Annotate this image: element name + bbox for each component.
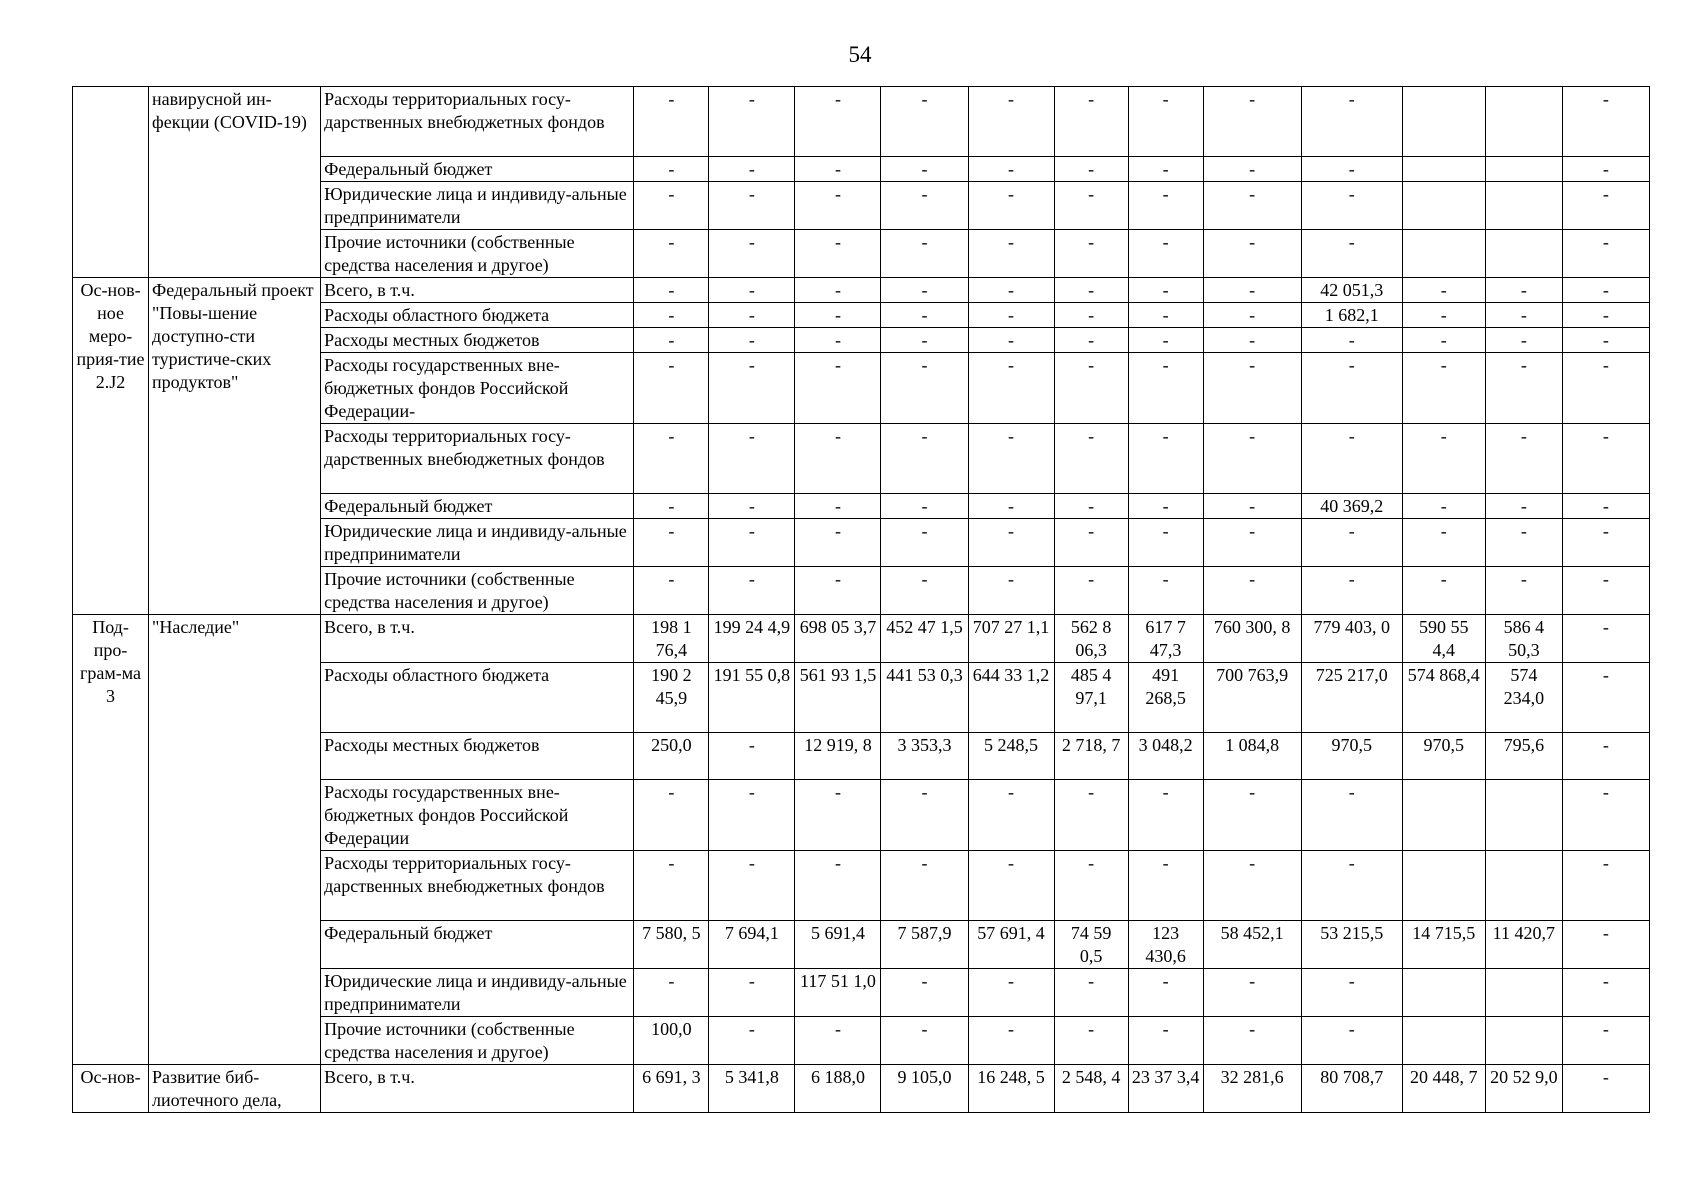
- table-row: [73, 278, 1650, 303]
- value-cell: 590 55 4,4: [1402, 615, 1485, 663]
- value-cell: [1402, 230, 1485, 278]
- value-cell: 779 403, 0: [1301, 615, 1402, 663]
- value-cell: -: [1128, 230, 1203, 278]
- value-cell: -: [1562, 1065, 1649, 1113]
- funding-source-cell: Прочие источники (собственные средства населения и другое): [321, 1017, 634, 1065]
- value-cell: -: [1301, 328, 1402, 353]
- funding-source-cell: Расходы областного бюджета: [321, 663, 634, 733]
- value-cell: -: [1485, 353, 1562, 424]
- value-cell: -: [634, 182, 709, 230]
- value-cell: [1402, 780, 1485, 851]
- funding-source-cell: Расходы территориальных госу-дарственных внебюджетных фондов: [321, 851, 634, 921]
- value-cell: -: [881, 567, 968, 615]
- value-cell: 1 682,1: [1301, 303, 1402, 328]
- value-cell: 198 1 76,4: [634, 615, 709, 663]
- value-cell: -: [881, 519, 968, 567]
- value-cell: 80 708,7: [1301, 1065, 1402, 1113]
- value-cell: 7 580, 5: [634, 921, 709, 969]
- value-cell: -: [1128, 87, 1203, 157]
- value-cell: -: [1054, 424, 1128, 494]
- value-cell: -: [634, 969, 709, 1017]
- funding-source-cell: Юридические лица и индивиду-альные предприниматели: [321, 182, 634, 230]
- value-cell: -: [795, 567, 881, 615]
- value-cell: -: [881, 780, 968, 851]
- value-cell: 5 341,8: [709, 1065, 795, 1113]
- value-cell: -: [1128, 303, 1203, 328]
- value-cell: 760 300, 8: [1203, 615, 1301, 663]
- value-cell: -: [1054, 157, 1128, 182]
- value-cell: -: [795, 519, 881, 567]
- value-cell: -: [1301, 230, 1402, 278]
- value-cell: -: [1562, 519, 1649, 567]
- value-cell: 20 448, 7: [1402, 1065, 1485, 1113]
- value-cell: -: [709, 424, 795, 494]
- value-cell: 2 548, 4: [1054, 1065, 1128, 1113]
- value-cell: -: [1301, 424, 1402, 494]
- value-cell: -: [795, 87, 881, 157]
- value-cell: -: [1562, 87, 1649, 157]
- funding-source-cell: Расходы государственных вне-бюджетных фондов Российской Федерации-: [321, 353, 634, 424]
- value-cell: -: [1203, 353, 1301, 424]
- value-cell: -: [1301, 1017, 1402, 1065]
- value-cell: -: [968, 278, 1054, 303]
- value-cell: [1485, 969, 1562, 1017]
- value-cell: -: [1562, 567, 1649, 615]
- value-cell: [1402, 87, 1485, 157]
- value-cell: -: [1203, 851, 1301, 921]
- funding-source-cell: Юридические лица и индивиду-альные предприниматели: [321, 519, 634, 567]
- value-cell: -: [881, 328, 968, 353]
- value-cell: -: [634, 230, 709, 278]
- value-cell: -: [634, 780, 709, 851]
- value-cell: -: [634, 328, 709, 353]
- value-cell: 40 369,2: [1301, 494, 1402, 519]
- value-cell: -: [1485, 567, 1562, 615]
- value-cell: -: [634, 424, 709, 494]
- funding-source-cell: Всего, в т.ч.: [321, 278, 634, 303]
- value-cell: 250,0: [634, 733, 709, 780]
- value-cell: -: [795, 851, 881, 921]
- value-cell: -: [1562, 328, 1649, 353]
- value-cell: -: [1203, 328, 1301, 353]
- value-cell: 1 084,8: [1203, 733, 1301, 780]
- value-cell: 5 691,4: [795, 921, 881, 969]
- value-cell: -: [634, 851, 709, 921]
- value-cell: -: [1054, 969, 1128, 1017]
- value-cell: [1402, 969, 1485, 1017]
- value-cell: 7 694,1: [709, 921, 795, 969]
- table-body: [73, 87, 1650, 1113]
- value-cell: -: [968, 230, 1054, 278]
- value-cell: -: [881, 157, 968, 182]
- value-cell: -: [709, 353, 795, 424]
- value-cell: -: [1562, 353, 1649, 424]
- value-cell: -: [795, 424, 881, 494]
- section-name-cell: Развитие биб-лиотечного дела,: [149, 1065, 321, 1113]
- value-cell: -: [1203, 87, 1301, 157]
- value-cell: 707 27 1,1: [968, 615, 1054, 663]
- value-cell: -: [1054, 1017, 1128, 1065]
- value-cell: 100,0: [634, 1017, 709, 1065]
- value-cell: -: [1054, 851, 1128, 921]
- value-cell: -: [881, 1017, 968, 1065]
- value-cell: -: [1402, 424, 1485, 494]
- value-cell: -: [1485, 278, 1562, 303]
- section-code-cell: Ос-нов-: [73, 1065, 149, 1113]
- funding-source-cell: Всего, в т.ч.: [321, 615, 634, 663]
- value-cell: 190 2 45,9: [634, 663, 709, 733]
- value-cell: -: [1301, 969, 1402, 1017]
- value-cell: -: [795, 1017, 881, 1065]
- value-cell: [1485, 157, 1562, 182]
- value-cell: -: [881, 424, 968, 494]
- value-cell: 485 4 97,1: [1054, 663, 1128, 733]
- value-cell: -: [1402, 494, 1485, 519]
- value-cell: 12 919, 8: [795, 733, 881, 780]
- value-cell: -: [1054, 494, 1128, 519]
- value-cell: -: [1301, 353, 1402, 424]
- value-cell: 795,6: [1485, 733, 1562, 780]
- value-cell: -: [968, 780, 1054, 851]
- value-cell: 42 051,3: [1301, 278, 1402, 303]
- value-cell: 199 24 4,9: [709, 615, 795, 663]
- funding-source-cell: Всего, в т.ч.: [321, 1065, 634, 1113]
- value-cell: -: [881, 969, 968, 1017]
- value-cell: -: [795, 278, 881, 303]
- section-code-cell: Под-про-грам-ма 3: [73, 615, 149, 1065]
- value-cell: -: [1054, 567, 1128, 615]
- value-cell: 644 33 1,2: [968, 663, 1054, 733]
- value-cell: [1485, 780, 1562, 851]
- value-cell: -: [1562, 663, 1649, 733]
- value-cell: 574 234,0: [1485, 663, 1562, 733]
- funding-source-cell: Расходы государственных вне-бюджетных фондов Российской Федерации: [321, 780, 634, 851]
- value-cell: -: [795, 494, 881, 519]
- value-cell: -: [1562, 969, 1649, 1017]
- value-cell: -: [1301, 567, 1402, 615]
- value-cell: 53 215,5: [1301, 921, 1402, 969]
- value-cell: -: [968, 851, 1054, 921]
- section-name-cell: Федеральный проект "Повы-шение доступно-сти туристиче-ских продуктов": [149, 278, 321, 615]
- value-cell: 9 105,0: [881, 1065, 968, 1113]
- funding-source-cell: Федеральный бюджет: [321, 921, 634, 969]
- value-cell: -: [709, 1017, 795, 1065]
- value-cell: [1402, 182, 1485, 230]
- value-cell: -: [1054, 303, 1128, 328]
- value-cell: -: [634, 303, 709, 328]
- table-row: [73, 87, 1650, 157]
- value-cell: 574 868,4: [1402, 663, 1485, 733]
- value-cell: -: [1054, 519, 1128, 567]
- value-cell: -: [634, 567, 709, 615]
- value-cell: -: [1128, 157, 1203, 182]
- value-cell: -: [1128, 1017, 1203, 1065]
- value-cell: -: [1562, 278, 1649, 303]
- value-cell: -: [1301, 519, 1402, 567]
- value-cell: 441 53 0,3: [881, 663, 968, 733]
- value-cell: -: [1203, 424, 1301, 494]
- value-cell: 3 048,2: [1128, 733, 1203, 780]
- funding-source-cell: Расходы территориальных госу-дарственных внебюджетных фондов: [321, 424, 634, 494]
- value-cell: -: [881, 851, 968, 921]
- value-cell: -: [709, 780, 795, 851]
- value-cell: [1485, 851, 1562, 921]
- value-cell: [1485, 87, 1562, 157]
- value-cell: -: [881, 303, 968, 328]
- value-cell: 586 4 50,3: [1485, 615, 1562, 663]
- value-cell: [1485, 230, 1562, 278]
- value-cell: 7 587,9: [881, 921, 968, 969]
- value-cell: -: [1562, 230, 1649, 278]
- value-cell: -: [634, 519, 709, 567]
- value-cell: -: [1562, 921, 1649, 969]
- value-cell: -: [1203, 780, 1301, 851]
- value-cell: -: [1485, 424, 1562, 494]
- value-cell: 6 188,0: [795, 1065, 881, 1113]
- value-cell: -: [709, 182, 795, 230]
- value-cell: -: [968, 494, 1054, 519]
- value-cell: -: [634, 157, 709, 182]
- value-cell: -: [709, 328, 795, 353]
- value-cell: 117 51 1,0: [795, 969, 881, 1017]
- value-cell: -: [1485, 494, 1562, 519]
- value-cell: -: [709, 851, 795, 921]
- value-cell: -: [1301, 182, 1402, 230]
- value-cell: 6 691, 3: [634, 1065, 709, 1113]
- value-cell: -: [634, 494, 709, 519]
- value-cell: 23 37 3,4: [1128, 1065, 1203, 1113]
- value-cell: -: [709, 303, 795, 328]
- value-cell: -: [1562, 182, 1649, 230]
- table-row: [73, 1065, 1650, 1113]
- value-cell: -: [968, 424, 1054, 494]
- value-cell: -: [709, 278, 795, 303]
- value-cell: -: [1203, 567, 1301, 615]
- value-cell: -: [881, 182, 968, 230]
- value-cell: -: [795, 182, 881, 230]
- value-cell: -: [1562, 851, 1649, 921]
- value-cell: -: [1054, 230, 1128, 278]
- value-cell: 14 715,5: [1402, 921, 1485, 969]
- value-cell: -: [709, 969, 795, 1017]
- value-cell: -: [1485, 303, 1562, 328]
- value-cell: -: [1562, 1017, 1649, 1065]
- value-cell: -: [1054, 353, 1128, 424]
- value-cell: [1485, 1017, 1562, 1065]
- value-cell: -: [795, 303, 881, 328]
- value-cell: -: [1301, 851, 1402, 921]
- value-cell: -: [1128, 851, 1203, 921]
- value-cell: -: [709, 733, 795, 780]
- value-cell: -: [1485, 519, 1562, 567]
- value-cell: -: [1203, 278, 1301, 303]
- financing-table: [72, 86, 1650, 1113]
- value-cell: 2 718, 7: [1054, 733, 1128, 780]
- value-cell: -: [1562, 157, 1649, 182]
- value-cell: -: [1562, 494, 1649, 519]
- value-cell: -: [1128, 424, 1203, 494]
- value-cell: -: [1203, 230, 1301, 278]
- value-cell: 58 452,1: [1203, 921, 1301, 969]
- value-cell: -: [634, 353, 709, 424]
- value-cell: -: [1203, 1017, 1301, 1065]
- value-cell: [1402, 1017, 1485, 1065]
- funding-source-cell: Федеральный бюджет: [321, 157, 634, 182]
- value-cell: -: [1203, 157, 1301, 182]
- value-cell: -: [1301, 780, 1402, 851]
- value-cell: -: [1562, 733, 1649, 780]
- value-cell: 452 47 1,5: [881, 615, 968, 663]
- value-cell: -: [1402, 328, 1485, 353]
- value-cell: -: [881, 278, 968, 303]
- funding-source-cell: Расходы местных бюджетов: [321, 733, 634, 780]
- value-cell: -: [1128, 353, 1203, 424]
- value-cell: -: [1562, 780, 1649, 851]
- value-cell: -: [968, 969, 1054, 1017]
- value-cell: 617 7 47,3: [1128, 615, 1203, 663]
- value-cell: -: [1128, 494, 1203, 519]
- value-cell: -: [1562, 424, 1649, 494]
- page-number: 54: [848, 42, 872, 67]
- value-cell: -: [968, 519, 1054, 567]
- funding-source-cell: Расходы местных бюджетов: [321, 328, 634, 353]
- value-cell: 57 691, 4: [968, 921, 1054, 969]
- value-cell: -: [968, 1017, 1054, 1065]
- value-cell: -: [1203, 969, 1301, 1017]
- value-cell: 5 248,5: [968, 733, 1054, 780]
- table-row: [73, 615, 1650, 663]
- value-cell: -: [968, 182, 1054, 230]
- value-cell: [1485, 182, 1562, 230]
- value-cell: -: [1203, 494, 1301, 519]
- value-cell: -: [1128, 780, 1203, 851]
- value-cell: -: [1485, 328, 1562, 353]
- value-cell: 970,5: [1301, 733, 1402, 780]
- value-cell: -: [1203, 303, 1301, 328]
- value-cell: -: [968, 567, 1054, 615]
- funding-source-cell: Расходы областного бюджета: [321, 303, 634, 328]
- value-cell: -: [709, 157, 795, 182]
- value-cell: -: [795, 157, 881, 182]
- value-cell: -: [709, 519, 795, 567]
- section-code-cell: Ос-нов-ное меро-прия-тие 2.J2: [73, 278, 149, 615]
- value-cell: [1402, 157, 1485, 182]
- value-cell: -: [634, 87, 709, 157]
- value-cell: -: [1562, 615, 1649, 663]
- value-cell: -: [709, 87, 795, 157]
- value-cell: -: [881, 230, 968, 278]
- value-cell: -: [1402, 353, 1485, 424]
- value-cell: -: [881, 353, 968, 424]
- value-cell: -: [1301, 87, 1402, 157]
- value-cell: 698 05 3,7: [795, 615, 881, 663]
- value-cell: -: [1128, 182, 1203, 230]
- section-code-cell: [73, 87, 149, 278]
- value-cell: -: [1402, 567, 1485, 615]
- value-cell: -: [709, 230, 795, 278]
- value-cell: -: [1054, 182, 1128, 230]
- value-cell: [1402, 851, 1485, 921]
- section-name-cell: навирусной ин-фекции (COVID-19): [149, 87, 321, 278]
- value-cell: 16 248, 5: [968, 1065, 1054, 1113]
- value-cell: 970,5: [1402, 733, 1485, 780]
- value-cell: 561 93 1,5: [795, 663, 881, 733]
- value-cell: 3 353,3: [881, 733, 968, 780]
- value-cell: 32 281,6: [1203, 1065, 1301, 1113]
- value-cell: -: [709, 494, 795, 519]
- value-cell: -: [795, 328, 881, 353]
- value-cell: -: [795, 353, 881, 424]
- value-cell: -: [795, 780, 881, 851]
- value-cell: 700 763,9: [1203, 663, 1301, 733]
- funding-source-cell: Прочие источники (собственные средства населения и другое): [321, 230, 634, 278]
- value-cell: -: [1128, 969, 1203, 1017]
- value-cell: -: [1128, 567, 1203, 615]
- funding-source-cell: Прочие источники (собственные средства населения и другое): [321, 567, 634, 615]
- value-cell: -: [968, 157, 1054, 182]
- value-cell: -: [709, 567, 795, 615]
- value-cell: -: [1054, 780, 1128, 851]
- value-cell: -: [1402, 278, 1485, 303]
- funding-source-cell: Юридические лица и индивиду-альные предприниматели: [321, 969, 634, 1017]
- value-cell: -: [795, 230, 881, 278]
- value-cell: 123 430,6: [1128, 921, 1203, 969]
- value-cell: -: [968, 328, 1054, 353]
- value-cell: -: [968, 303, 1054, 328]
- value-cell: -: [1562, 303, 1649, 328]
- value-cell: 74 59 0,5: [1054, 921, 1128, 969]
- value-cell: -: [634, 278, 709, 303]
- value-cell: 20 52 9,0: [1485, 1065, 1562, 1113]
- value-cell: 191 55 0,8: [709, 663, 795, 733]
- value-cell: -: [1054, 87, 1128, 157]
- value-cell: -: [1128, 519, 1203, 567]
- value-cell: -: [1128, 278, 1203, 303]
- value-cell: -: [881, 87, 968, 157]
- value-cell: -: [1402, 303, 1485, 328]
- value-cell: -: [1402, 519, 1485, 567]
- value-cell: 11 420,7: [1485, 921, 1562, 969]
- value-cell: 725 217,0: [1301, 663, 1402, 733]
- value-cell: -: [1054, 278, 1128, 303]
- section-name-cell: "Наследие": [149, 615, 321, 1065]
- value-cell: 562 8 06,3: [1054, 615, 1128, 663]
- value-cell: -: [881, 494, 968, 519]
- value-cell: -: [968, 87, 1054, 157]
- value-cell: -: [1301, 157, 1402, 182]
- funding-source-cell: Федеральный бюджет: [321, 494, 634, 519]
- value-cell: -: [1203, 182, 1301, 230]
- value-cell: 491 268,5: [1128, 663, 1203, 733]
- value-cell: -: [1203, 519, 1301, 567]
- funding-source-cell: Расходы территориальных госу-дарственных внебюджетных фондов: [321, 87, 634, 157]
- value-cell: -: [1054, 328, 1128, 353]
- value-cell: -: [968, 353, 1054, 424]
- value-cell: -: [1128, 328, 1203, 353]
